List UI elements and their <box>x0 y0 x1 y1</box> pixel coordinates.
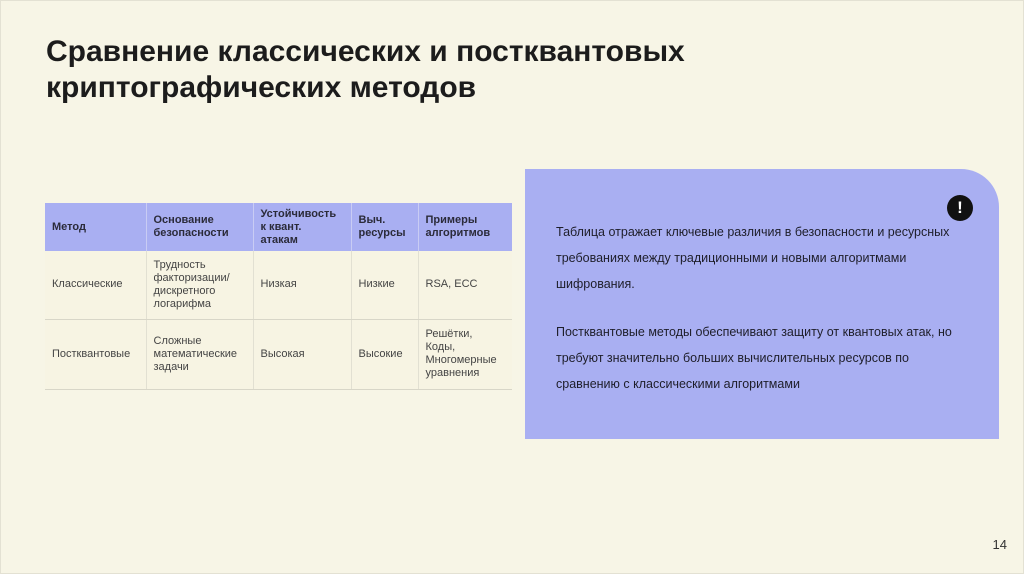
header-cell: Выч. ресурсы <box>351 203 418 251</box>
callout-paragraph-1: Таблица отражает ключевые различия в безопасности и ресурсных требованиях между традиционными и новыми алгоритмами шифрования. <box>556 225 950 291</box>
comparison-table <box>45 203 512 390</box>
table-cell: Классические <box>45 251 146 319</box>
callout-paragraph-2: Постквантовые методы обеспечивают защиту от квантовых атак, но требуют значительно больших вычислительных ресурсов по сравнению с классическими алгоритмами <box>556 325 952 391</box>
slide-title <box>46 34 806 106</box>
table-header-row <box>45 203 512 251</box>
header-cell: Устойчивость к квант. атакам <box>253 203 351 251</box>
table-cell: RSA, ECC <box>418 251 512 319</box>
table-cell: Трудность факторизации/ дискретного логарифма <box>146 251 253 319</box>
slide-title-line-1: Сравнение классических и постквантовых <box>46 35 685 68</box>
table-row <box>45 251 512 319</box>
table-cell: Решётки, Коды, Многомерные уравнения <box>418 319 512 389</box>
table-cell: Высокая <box>253 319 351 389</box>
exclamation-icon: ! <box>947 195 973 221</box>
slide-title-line-2: криптографических методов <box>46 71 477 104</box>
header-cell: Основание безопасности <box>146 203 253 251</box>
page-number: 14 <box>992 537 1007 552</box>
table-cell: Низкая <box>253 251 351 319</box>
table-cell: Низкие <box>351 251 418 319</box>
header-cell: Примеры алгоритмов <box>418 203 512 251</box>
table-row <box>45 319 512 389</box>
header-cell: Метод <box>45 203 146 251</box>
table-cell: Высокие <box>351 319 418 389</box>
table-cell: Сложные математические задачи <box>146 319 253 389</box>
info-callout <box>525 169 999 439</box>
table-cell: Постквантовые <box>45 319 146 389</box>
